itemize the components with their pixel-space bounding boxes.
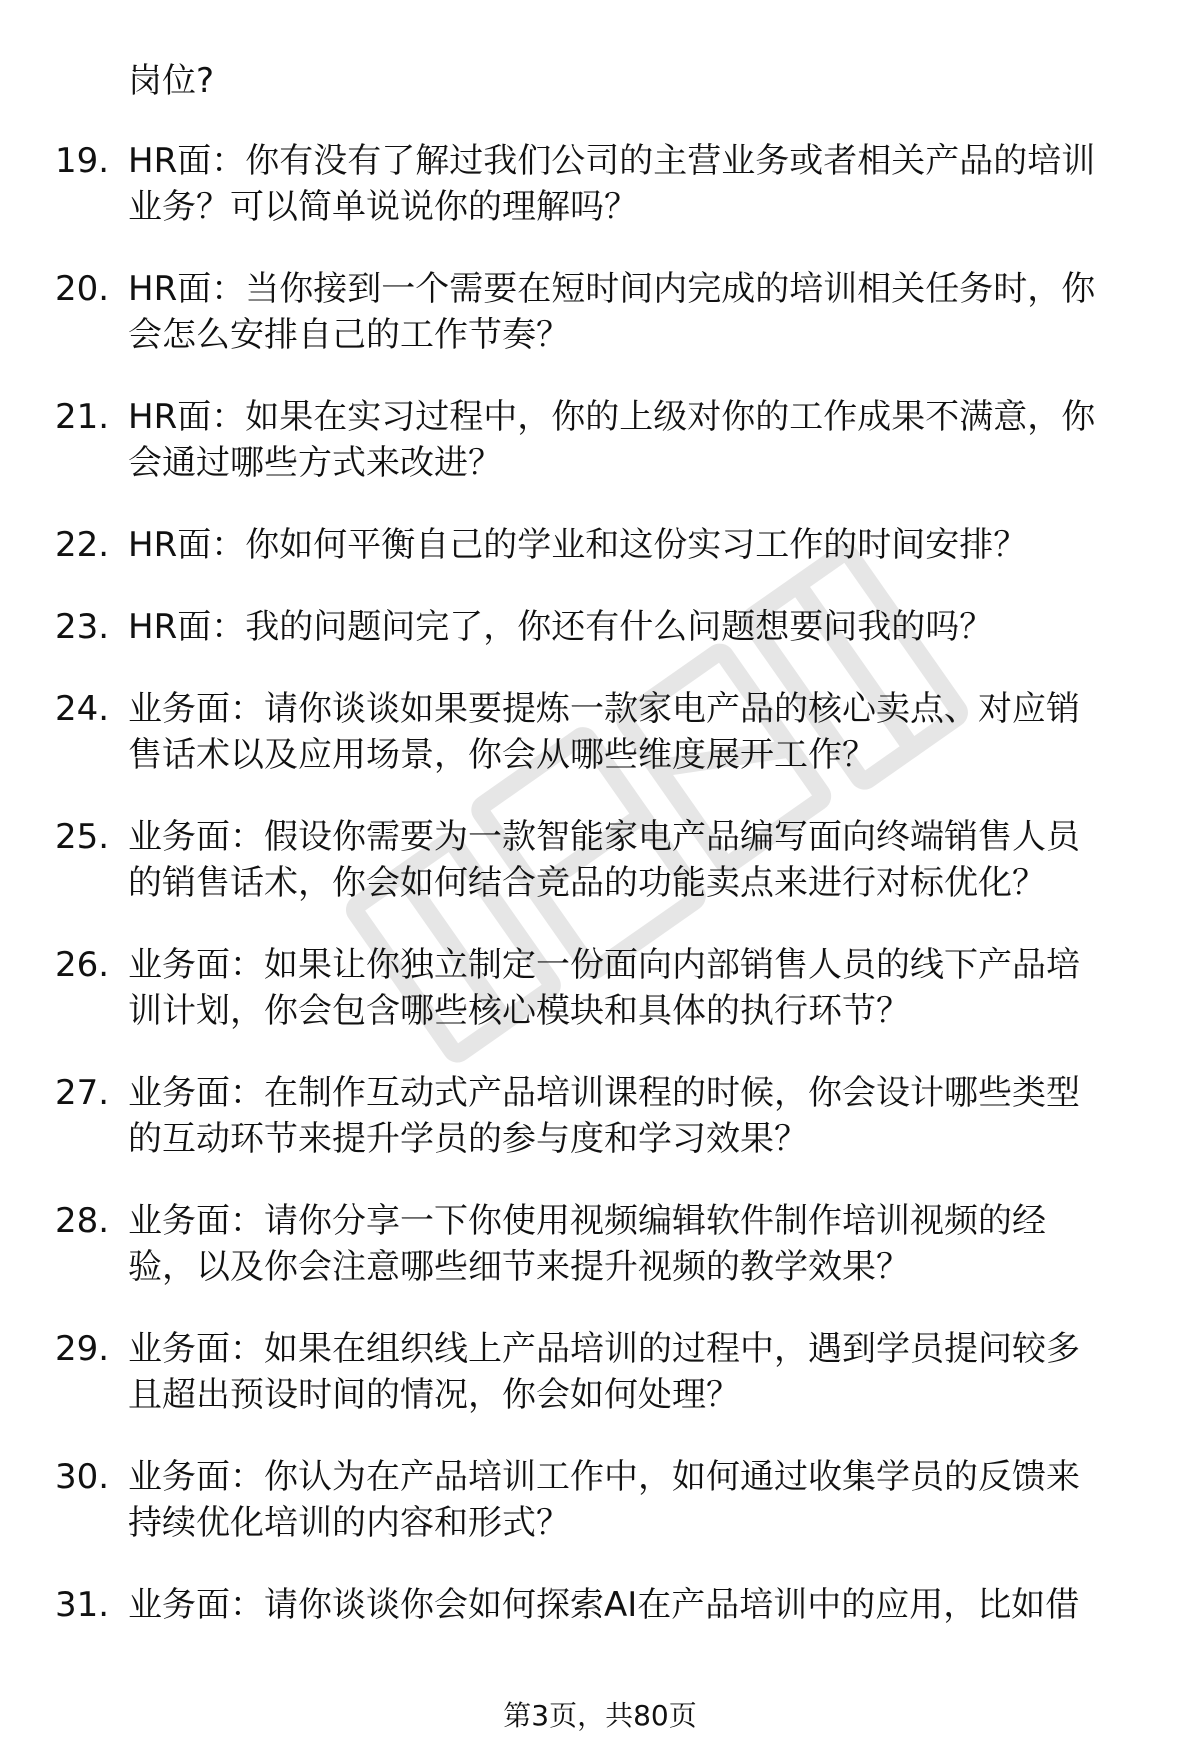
question-number: 29.	[55, 1329, 110, 1369]
question-line: 的互动环节来提升学员的参与度和学习效果？	[128, 1119, 808, 1159]
question-list	[0, 138, 1200, 1664]
list-item	[0, 686, 1200, 778]
list-item	[0, 1582, 1200, 1628]
question-line: 持续优化培训的内容和形式？	[128, 1503, 570, 1543]
question-number: 20.	[55, 269, 110, 309]
list-item	[0, 1454, 1200, 1546]
list-item	[0, 266, 1200, 358]
question-line: HR面：我的问题问完了，你还有什么问题想要问我的吗？	[128, 607, 994, 647]
question-text	[128, 138, 1168, 230]
list-item	[0, 1326, 1200, 1418]
question-line: 业务面：请你分享一下你使用视频编辑软件制作培训视频的经	[128, 1201, 1046, 1241]
question-text	[128, 522, 1168, 568]
question-line: 业务面：你认为在产品培训工作中，如何通过收集学员的反馈来	[128, 1457, 1080, 1497]
list-item	[0, 1070, 1200, 1162]
question-line: 验，以及你会注意哪些细节来提升视频的教学效果？	[128, 1247, 910, 1287]
question-number: 21.	[55, 397, 110, 437]
question-line: 训计划，你会包含哪些核心模块和具体的执行环节？	[128, 991, 910, 1031]
question-text	[128, 604, 1168, 650]
list-item	[0, 814, 1200, 906]
question-line: HR面：你如何平衡自己的学业和这份实习工作的时间安排？	[128, 525, 1028, 565]
question-number: 31.	[55, 1585, 110, 1625]
question-text	[128, 1070, 1168, 1162]
continuation-text: 岗位?	[128, 61, 215, 101]
question-number: 26.	[55, 945, 110, 985]
question-line: 且超出预设时间的情况，你会如何处理？	[128, 1375, 740, 1415]
list-item	[0, 138, 1200, 230]
question-text	[128, 394, 1168, 486]
question-line: 业务面：在制作互动式产品培训课程的时候，你会设计哪些类型	[128, 1073, 1080, 1113]
question-number: 23.	[55, 607, 110, 647]
question-number: 27.	[55, 1073, 110, 1113]
list-item	[0, 604, 1200, 650]
question-number: 19.	[55, 141, 110, 181]
question-line: 会怎么安排自己的工作节奏？	[128, 315, 570, 355]
question-line: HR面：如果在实习过程中，你的上级对你的工作成果不满意，你	[128, 397, 1096, 437]
question-line: 会通过哪些方式来改进？	[128, 443, 502, 483]
question-line: HR面：当你接到一个需要在短时间内完成的培训相关任务时，你	[128, 269, 1096, 309]
question-number: 25.	[55, 817, 110, 857]
question-text	[128, 1326, 1168, 1418]
question-number: 30.	[55, 1457, 110, 1497]
list-item	[0, 942, 1200, 1034]
question-text	[128, 1582, 1168, 1628]
question-text	[128, 1198, 1168, 1290]
question-number: 24.	[55, 689, 110, 729]
list-item	[0, 1198, 1200, 1290]
list-item	[0, 394, 1200, 486]
question-text	[128, 686, 1168, 778]
question-number: 22.	[55, 525, 110, 565]
question-line: 售话术以及应用场景，你会从哪些维度展开工作？	[128, 735, 876, 775]
question-text	[128, 1454, 1168, 1546]
question-line: HR面：你有没有了解过我们公司的主营业务或者相关产品的培训	[128, 141, 1096, 181]
question-line: 业务面：请你谈谈你会如何探索AI在产品培训中的应用，比如借	[128, 1585, 1080, 1625]
question-text	[128, 942, 1168, 1034]
question-line: 业务？可以简单说说你的理解吗？	[128, 187, 638, 227]
question-text	[128, 814, 1168, 906]
question-line: 业务面：假设你需要为一款智能家电产品编写面向终端销售人员	[128, 817, 1080, 857]
question-line: 业务面：如果让你独立制定一份面向内部销售人员的线下产品培	[128, 945, 1080, 985]
list-item	[0, 522, 1200, 568]
question-text	[128, 266, 1168, 358]
question-line: 的销售话术，你会如何结合竞品的功能卖点来进行对标优化？	[128, 863, 1046, 903]
page-footer: 第3页，共80页	[503, 1699, 697, 1732]
question-line: 业务面：如果在组织线上产品培训的过程中，遇到学员提问较多	[128, 1329, 1080, 1369]
question-line: 业务面：请你谈谈如果要提炼一款家电产品的核心卖点、对应销	[128, 689, 1080, 729]
question-number: 28.	[55, 1201, 110, 1241]
